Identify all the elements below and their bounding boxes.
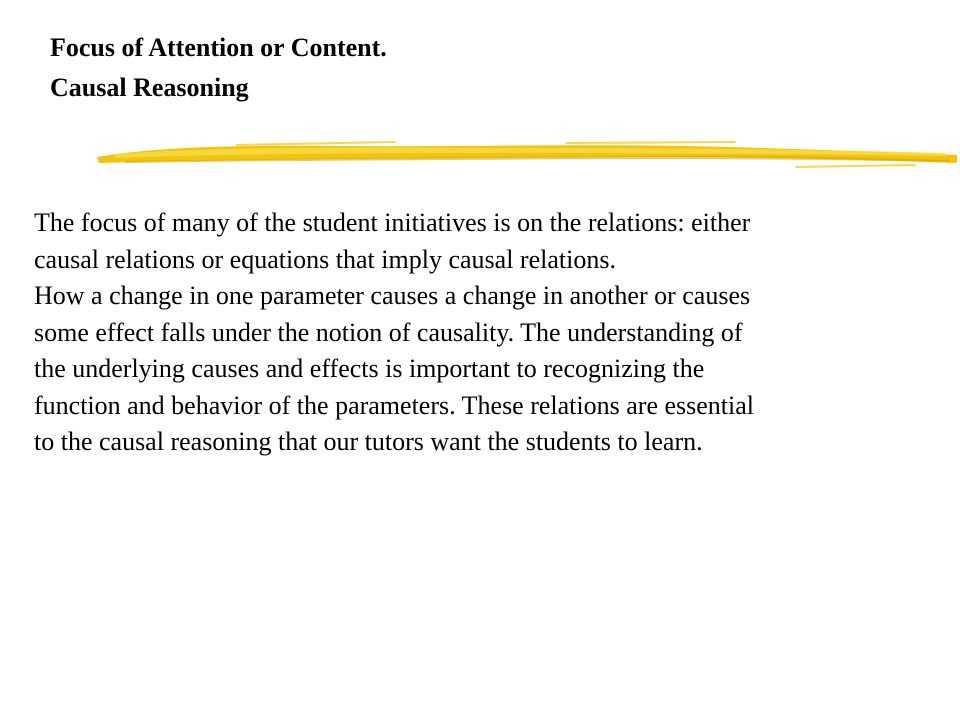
slide-body-text xyxy=(34,205,934,461)
body-line-1: The focus of many of the student initiatives is on the relations: either xyxy=(34,208,751,237)
body-line-5: the underlying causes and effects is important to recognizing the xyxy=(34,354,705,383)
body-line-3: How a change in one parameter causes a change in another or causes xyxy=(34,281,751,310)
slide-title xyxy=(50,28,387,108)
body-line-6: function and behavior of the parameters. These relations are essential xyxy=(34,390,755,420)
slide-title-line-1: Focus of Attention or Content. xyxy=(50,33,387,62)
body-line-4: some effect falls under the notion of causality. The understanding of xyxy=(34,317,743,347)
body-line-7: to the causal reasoning that our tutors want the students to learn. xyxy=(34,427,703,456)
yellow-brush-stroke-divider xyxy=(95,133,960,175)
body-line-2: causal relations or equations that imply causal relations. xyxy=(34,244,616,274)
slide-title-line-2: Causal Reasoning xyxy=(50,73,249,102)
